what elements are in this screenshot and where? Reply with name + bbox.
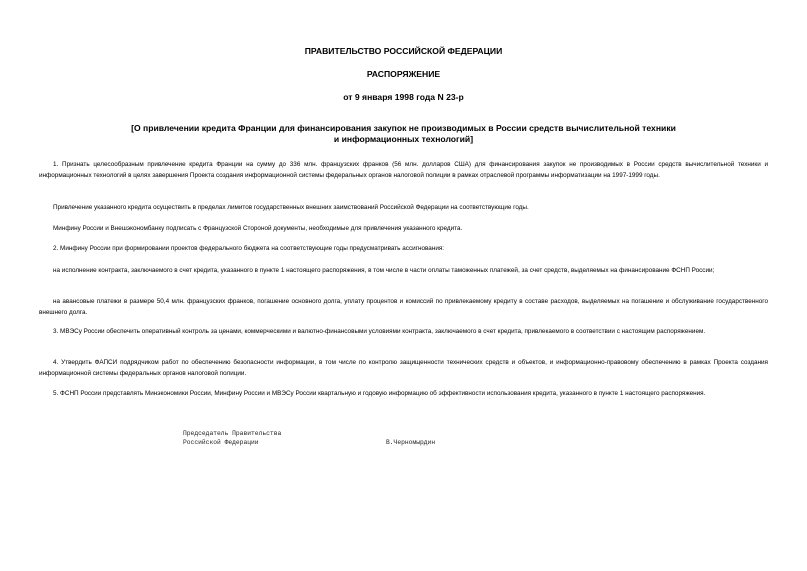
paragraph-1: 1. Признать целесообразным привлечение кредита Франции на сумму до 336 млн. французских франков (56 млн. долларов США) для финансирования закупок не производимых в России средств вычислительной техники и информационных технологий в целях завершения Проекта создания информационной системы федеральных органов налоговой полиции в рамках отраслевой программы информатизации на 1997-1999 годы.	[39, 161, 768, 179]
document-title-line-2: и информационных технологий]	[333, 134, 474, 144]
paragraph-2: Привлечение указанного кредита осуществить в пределах лимитов государственных внешних заимствований Российской Федерации на соответствующие годы.	[53, 204, 529, 211]
signature-title-line-2: Российской Федерации	[183, 439, 259, 446]
paragraph-9: 5. ФСНП России представлять Минэкономики России, Минфину России и МВЭСу России квартальную и годовую информацию об эффективности использования кредита, указанного в пункте 1 настоящего распоряжения.	[53, 390, 706, 397]
government-heading: ПРАВИТЕЛЬСТВО РОССИЙСКОЙ ФЕДЕРАЦИИ	[304, 46, 503, 56]
paragraph-5: на исполнение контракта, заключаемого в счет кредита, указанного в пункте 1 настоящего распоряжения, в том числе в части оплаты таможенных платежей, за счет средств, выделяемых на финансирование ФСНП России;	[53, 267, 715, 274]
document-date-number: от 9 января 1998 года N 23-р	[343, 92, 464, 102]
signature-title-line-1: Председатель Правительства	[183, 430, 282, 437]
paragraph-7: 3. МВЭСу России обеспечить оперативный контроль за ценами, коммерческими и валютно-финансовыми условиями контракта, заключаемого в счет кредита, привлекаемого в соответствии с настоящим распоряжением.	[53, 328, 706, 335]
paragraph-4: 2. Минфину России при формировании проектов федерального бюджета на соответствующие годы предусматривать ассигнования:	[53, 245, 445, 252]
document-type: РАСПОРЯЖЕНИЕ	[366, 69, 441, 79]
document-title-line-1: [О привлечении кредита Франции для финансирования закупок не производимых в России средств вычислительной техники	[131, 123, 676, 133]
paragraph-6: на авансовые платежи в размере 50,4 млн. французских франков, погашение основного долга, уплату процентов и комиссий по привлекаемому кредиту в составе расходов, выделяемых на погашение и обслуживание государственного внешнего долга.	[39, 298, 768, 316]
signature-name: В.Черномырдин	[386, 439, 436, 446]
paragraph-3: Минфину России и Внешэкономбанку подписать с Французской Стороной документы, необходимые для привлечения указанного кредита.	[53, 225, 463, 232]
paragraph-8: 4. Утвердить ФАПСИ подрядчиком работ по обеспечению безопасности информации, в том числе по контролю защищенности технических средств и объектов, и информационно-правовому обеспечению в рамках Проекта создания информационной системы федеральных органов налоговой полиции.	[39, 359, 768, 377]
